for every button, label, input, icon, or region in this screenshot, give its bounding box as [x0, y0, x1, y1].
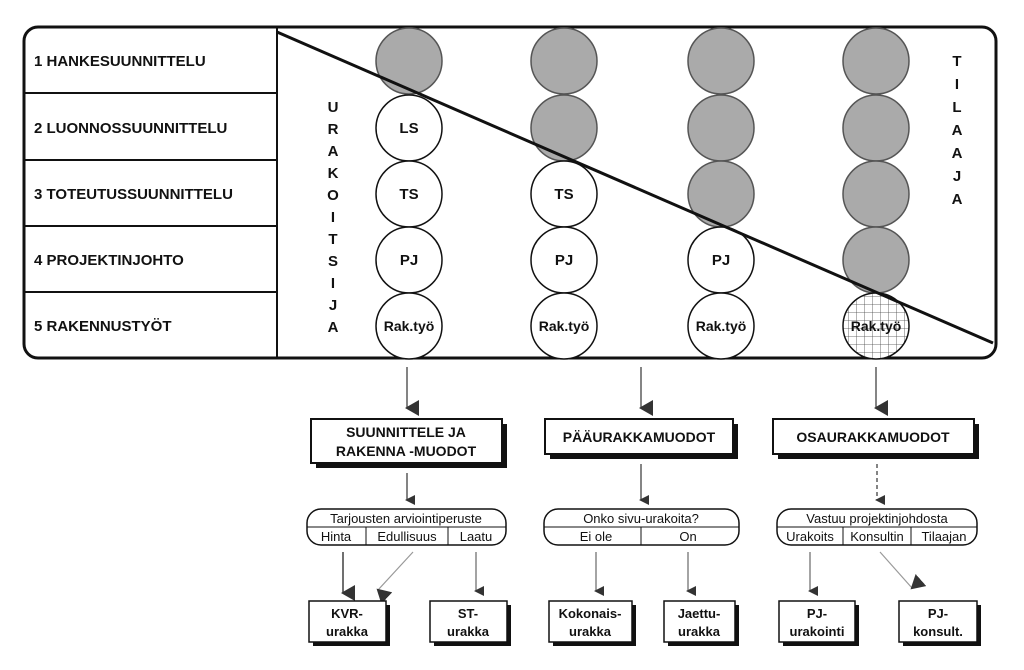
criteria-option: Tilaajan: [921, 529, 967, 544]
criteria-title-partial-contract: Vastuu projektinjohdosta: [806, 511, 948, 526]
circle-text-rak-c4: Rak.työ: [850, 318, 902, 334]
client-circle-c3-r1: [688, 28, 754, 94]
result-st-line2: urakka: [447, 624, 489, 639]
criteria-title-main-contract: Onko sivu-urakoita?: [583, 511, 699, 526]
circle-text-rak-c2: Rak.työ: [538, 318, 590, 334]
arrow-to-kvr-secondary: [378, 552, 413, 590]
circle-text-pj-c1: PJ: [399, 252, 419, 269]
contractor-letter: A: [327, 319, 339, 336]
main-contract-title: PÄÄURAKKAMUODOT: [562, 429, 716, 445]
circle-text-ts-c2: TS: [554, 186, 574, 203]
circle-text-pj-c2: PJ: [554, 252, 574, 269]
result-jaettu-line2: urakka: [678, 624, 720, 639]
result-kvr-line2: urakka: [326, 624, 368, 639]
result-pj-urakointi-line1: PJ-: [806, 606, 828, 621]
result-kokonais-line2: urakka: [569, 624, 611, 639]
client-letter: A: [951, 122, 963, 139]
circle-text-rak-c1: Rak.työ: [383, 318, 435, 334]
contractor-letter: R: [327, 121, 339, 138]
contractor-letter: S: [327, 253, 339, 270]
contractor-letter: U: [327, 99, 339, 116]
phase-label-2: 2 LUONNOSSUUNNITTELU: [34, 120, 228, 137]
circle-text-pj-c3: PJ: [711, 252, 731, 269]
criteria-option: On: [679, 529, 697, 544]
result-pj-konsult-line2: konsult.: [913, 624, 963, 639]
client-letter: A: [951, 145, 963, 162]
result-pj-urakointi-line2: urakointi: [789, 624, 845, 639]
criteria-option: Urakoits: [786, 529, 834, 544]
phase-label-3: 3 TOTEUTUSSUUNNITTELU: [34, 186, 233, 203]
phase-label-5: 5 RAKENNUSTYÖT: [34, 318, 172, 335]
result-pj-konsult-line1: PJ-: [927, 606, 949, 621]
phase-label-1: 1 HANKESUUNNITTELU: [34, 53, 206, 70]
criteria-option: Ei ole: [579, 529, 613, 544]
design-build-title-2: RAKENNA -MUODOT: [335, 443, 477, 459]
contractor-letter: I: [330, 275, 336, 292]
circle-text-rak-c3: Rak.työ: [695, 318, 747, 334]
partial-contract-title: OSAURAKKAMUODOT: [796, 429, 950, 445]
client-circle-c4-r3: [843, 161, 909, 227]
circle-text-ls: LS: [399, 120, 419, 137]
client-letter: T: [952, 53, 962, 70]
arrow-to-pj-konsult: [880, 552, 912, 588]
contractor-letter: T: [328, 231, 338, 248]
criteria-title-design-build: Tarjousten arviointiperuste: [330, 511, 482, 526]
result-kokonais-line1: Kokonais-: [558, 606, 622, 621]
criteria-option: Edullisuus: [377, 529, 437, 544]
client-circle-c2-r2: [531, 95, 597, 161]
client-circle-c2-r1: [531, 28, 597, 94]
result-kvr-line1: KVR-: [331, 606, 363, 621]
circle-text-ts-c1: TS: [399, 186, 419, 203]
result-st-line1: ST-: [457, 606, 479, 621]
client-letter: J: [952, 168, 962, 185]
criteria-option: Hinta: [320, 529, 352, 544]
contractor-letter: K: [327, 165, 339, 182]
contractor-letter: A: [327, 143, 339, 160]
client-circle-c3-r2: [688, 95, 754, 161]
criteria-option: Laatu: [459, 529, 493, 544]
client-circle-c1-r1: [376, 28, 442, 94]
criteria-option: Konsultin: [850, 529, 904, 544]
design-build-title-1: SUUNNITTELE JA: [346, 424, 466, 440]
result-jaettu-line1: Jaettu-: [677, 606, 721, 621]
client-letter: L: [952, 99, 962, 116]
client-circle-c4-r1: [843, 28, 909, 94]
client-circle-c4-r2: [843, 95, 909, 161]
client-circle-c3-r3: [688, 161, 754, 227]
client-letter: A: [951, 191, 963, 208]
contractor-letter: I: [330, 209, 336, 226]
contractor-letter: O: [327, 187, 339, 204]
client-letter: I: [954, 76, 960, 93]
phase-label-4: 4 PROJEKTINJOHTO: [34, 252, 184, 269]
contractor-letter: J: [328, 297, 338, 314]
